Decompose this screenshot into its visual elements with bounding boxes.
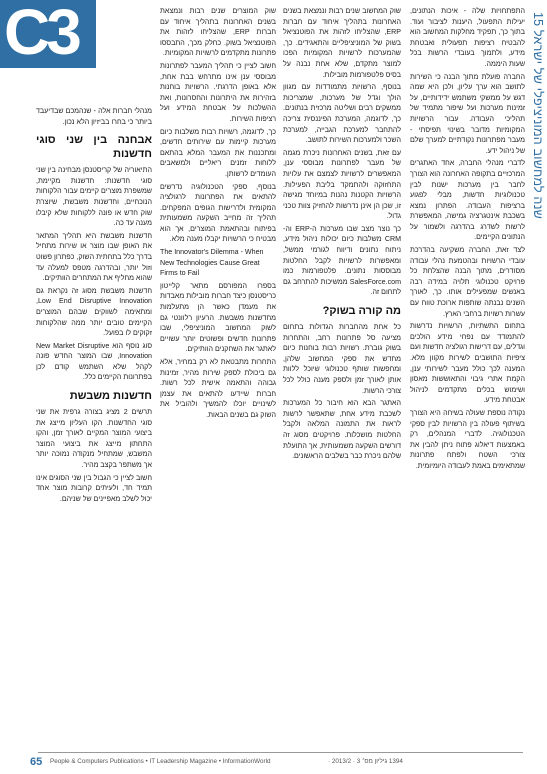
paragraph: בספרו המפורסם מתאר קלייטון כריסטנסן כיצד חברות מובילות מאבדות את מעמדן כאשר הן מתעלמות מחדשנות משבשת. הרעיון רלוונטי גם לשוק המחשוב המוניציפלי, שבו פתרונות חדשים ופשוטים יותר עשויים לאתגר את השחקנים הוותיקים. [160,281,276,354]
article-column-1 [410,6,525,626]
sidebar-vertical-title: 15 שנה למחשוב המוניציפלי של ישראל [531,12,545,220]
paragraph: בנוסף, הרשויות מתמודדות עם מגוון הולך וגדל של מערכות, שמצריכות ממשקים רבים ושליטה מרכזית בנתונים. כך, לדוגמה, המערכת הפיננסית צריכה להתחבר למערכת הגבייה, למערכת השכר ולמערכות השירות לתושב. [283,83,401,145]
section-heading: חדשנות משבשת [69,390,152,403]
paragraph: סוג נוסף הוא New Market Disruptive Innovation, שבו המוצר החדש פונה לקהל שלא השתמש קודם לכן בפתרונות הקיימים כלל. [36,341,152,382]
logo-text: C3 [4,0,78,68]
issue-line: 1394 גיליון מס׳ 3 · 2013/2 · [328,758,403,765]
article-column-4 [36,106,152,726]
paragraph: בנוסף, ספקי הטכנולוגיה נדרשים להתאים את הפתרונות לרגולציה המקומית ולדרישות הגופים המפקחים. תהליך זה מחייב השקעה משמעותית בפיתוח ובהתאמת המוצרים, אך הוא מבטיח כי הרשויות יקבלו מענה מלא. [160,182,276,244]
footer-divider [38,752,523,753]
paragraph: כל אחת מהחברות הגדולות בתחום מציעה סל פתרונות רחב, והתחרות בשוק גוברת. רשויות רבות בוחנות כיום מחדש את ספקי המחשוב שלהן, ומחפשות שותף טכנולוגי שיוכל ללוות אותן לאורך זמן ולספק מענה כולל לכל צורכי הרשות. [283,323,401,395]
paragraph: כך, לדוגמה, רשויות רבות משלבות כיום מערכות קיימות עם שירותים חדשים, ומתכננות את המעבר המלא בהתאם ללוחות זמנים ריאליים ולמשאבים העומדים לרשותן. [160,127,276,178]
paragraph: חשוב לציין כי הגבול בין שני הסוגים אינו תמיד חד, ולעיתים קרובות מוצר אחד יכול לשלב מאפיינים של שניהם. [36,473,152,503]
paragraph: חדשנות משבשת היא תהליך המתאר את האופן שבו מוצר או שירות מתחיל בדרך כלל בתחתית השוק, כפתרון פשוט וזול יותר, ובהדרגה מטפס למעלה עד שהוא מחליף את המתחרים הוותיקים. [36,231,152,283]
paragraph: עם זאת, בשנים האחרונות ניכרת מגמה של מעבר לפתרונות מבוססי ענן, המאפשרים לרשויות לצמצם את עלויות התחזוקה ולהתמקד בליבת הפעילות. הרשויות הקטנות נהנות במיוחד מגישה זו, שכן הן אינן נדרשות להחזיק צוות טכני גדול. [283,148,401,221]
paragraph: בתחום התשתיות, הרשויות נדרשות להתמודד עם נפחי מידע הולכים וגדלים, עם דרישות רגולציה חדשות ועם ציפיות התושבים לשירות מקוון מלא. המענה לכך כולל מעבר לשירותי ענן, הקמת אתרי גיבוי והתאוששות מאסון ושימוש בכלים מתקדמים לניהול אבטחת מידע. [410,322,525,405]
sidebar-strip [529,12,543,722]
article-column-3 [160,6,276,626]
page-footer [0,748,547,774]
paragraph: תרשים 2 מציג בצורה גרפית את שני סוגי החדשנות. הקו העליון מייצג את ביצועי המוצר המקיים לאורך זמן, והקו התחתון מייצג את ביצועי המוצר המשבש, שמתחיל מנקודה נמוכה יותר אך משתפר בקצב מהיר. [36,408,152,470]
page-number: 65 [30,756,43,768]
paragraph: חדשנות משבשת מסוג זה נקראת גם Low End Disruptive Innovation, ומתאימה לשווקים שבהם המוצרים הקיימים טובים יותר ממה שהלקוחות זקוקים לו בפועל. [36,286,152,338]
paragraph: האתגר הבא הוא חיבור כל המערכות לשכבת מידע אחת, שתאפשר לרשות לראות את התמונה המלאה ולקבל החלטות מושכלות. פרויקטים מסוג זה דורשים השקעה משמעותית, אך התועלת שלהם ניכרת כבר בשלבים הראשונים. [283,399,401,461]
paragraph: החברה פועלת מתוך הבנה כי השירות לתושב הוא ערך עליון, ולכן היא שמה דגש על ממשקי משתמש ידידותיים, על זמינות מערכות ועל שיפור מתמיד של תהליכי העבודה. עבור הרשויות המקומיות מדובר בשינוי תפיסתי - מעבר מפתרונות נקודתיים למערך שלם של ניהול ידע. [410,72,525,155]
paragraph: התפתחויות שלה - איכות הנתונים, יעילות התפעול, היענות לציבור ועוד. בתוך כך, תפקיד מחלקות המחשוב הוא להבטיח רציפות תפעולית ואבטחת מידע, ולתמוך בעובדי הרשות בכל שעות היממה. [410,7,525,68]
paragraph: נקודה נוספת שעולה בשיחה היא הצורך בשיתוף פעולה בין הרשויות לבין ספקי הטכנולוגיה. לדברי המנהלים, רק באמצעות דיאלוג פתוח ניתן להבין את צורכי השטח ולפתח פתרונות שמתאימים באמת לעבודה היומיומית. [410,408,525,470]
paragraph: התחרות מתבטאת לא רק במחיר, אלא גם ביכולת לספק שירות מהיר, זמינות גבוהה והתאמה אישית לכל רשות. חברות שיידעו להתאים את עצמן לשינויים יוכלו להמשיך ולהוביל את השוק גם בשנים הבאות. [160,358,276,419]
paragraph: שוק המחשוב שנים רבות ונמצאת בשנים האחרונות בתהליך איחוד עם חברות ERP, שהצליחו לזהות את הפוטנציאל בשוק של המוניציפליים והתאגידים. כך, שהמערכות לרשויות המקומיות הפכו למוצר מתקדם, שלא אחת נבנה על בסיס פלטפורמות מובילות. [283,7,401,79]
paragraph: מנהלי חברות אלה - שנהמכם שבדיעבד ביותר כי בחרו בביזיון הלא נכון. [36,107,152,126]
book-title: The Innovator's Dilemma - When New Technologies Cause Great Firms to Fail [160,248,264,278]
article-column-2 [283,6,401,626]
section-heading: אבחנה בין שני סוגי חדשנות [36,134,152,161]
publisher-line: People & Computers Publications • IT Leadership Magazine • InformationWorld [50,758,271,765]
magazine-logo [0,0,96,68]
paragraph: לדברי מנהלי החברה, אחד האתגרים המרכזיים בתקופה האחרונה הוא הצורך לחבר בין מערכות ישנות לבין טכנולוגיות חדשות, מבלי לפגוע ברציפות העבודה. הפתרון נמצא בשכבת אינטגרציה גמישה, המאפשרת לרשות לשדרג בהדרגה ולשמור על הנתונים הקיימים. [410,159,525,242]
paragraph: שוק המוצרים שנים רבות ונמצאת בשנים האחרונות בתהליך איחוד עם חברות ERP, שהצליחו לזהות את הפוטנציאל בשוק. כחלק מכך, התבססו פתרונות מתקדמים לרשויות המקומיות. [160,7,276,58]
paragraph: כך נוצר מצב שבו מערכות ה-ERP וה-CRM משלבות כיום יכולות ניהול מידע, ניתוח נתונים ודיווח לגורמי ממשל, ומאפשרות לרשויות לקבל החלטות מבוססות נתונים. פלטפורמות כמו SalesForce.com ממשיכות להתרחב גם לתחום זה. [283,224,401,297]
section-heading: מה קורה בשוק? [322,305,401,318]
paragraph: התיאוריה של קריסטנסן מבחינה בין שני סוגי חדשנות: חדשנות מקיימת, שמשפרת מוצרים קיימים עבור הלקוחות הנוכחיים, וחדשנות משבשת, שיוצרת שוק חדש או פונה ללקוחות שלא קיבלו מענה עד כה. [36,166,152,228]
paragraph: לצד זאת, החברה משקיעה בהדרכת עובדי הרשויות ובהטמעת נהלי עבודה מסודרים, מתוך הבנה שהצלחת כל פרויקט טכנולוגי תלויה במידה רבה באנשים שמפעילים אותו. כך, לאורך השנים נבנתה שותפות ארוכת טווח עם עשרות רשויות ברחבי הארץ. [410,246,525,318]
paragraph: חשוב לציין כי תהליך המעבר לפתרונות מבוססי ענן אינו מתרחש בבת אחת, אלא באופן הדרגתי. הרשויות בוחנות בזהירות את היתרונות והחסרונות, ואת ההשלכות על אבטחת המידע ועל רציפות השירות. [160,61,276,123]
